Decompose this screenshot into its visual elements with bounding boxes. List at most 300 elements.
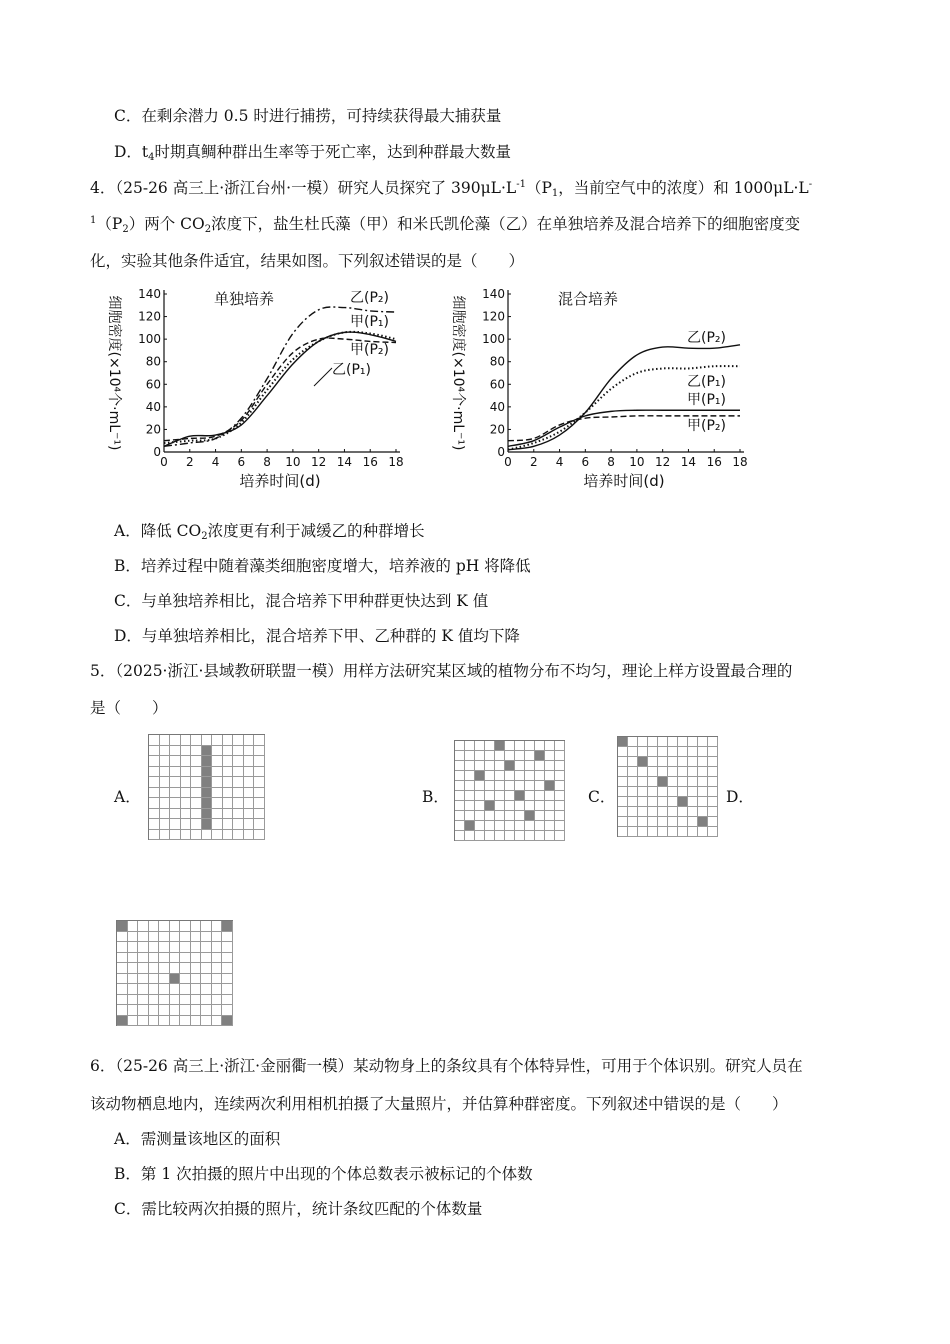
quadrat-cell (688, 807, 698, 817)
quadrat-cell (708, 797, 718, 807)
x-tick-label: 18 (732, 455, 748, 469)
quadrat-cell (170, 984, 181, 995)
q5-stem-line2: 是（ ） (90, 699, 168, 717)
quadrat-cell (455, 801, 465, 811)
quadrat-cell (181, 746, 192, 757)
q6-option-b: B．第 1 次拍摄的照片中出现的个体总数表示被标记的个体数 (114, 1165, 533, 1183)
quadrat-cell (223, 735, 234, 746)
quadrat-cell (138, 932, 149, 943)
quadrat-cell (708, 807, 718, 817)
quadrat-cell (628, 747, 638, 757)
quadrat-cell (170, 756, 181, 767)
x-tick-label: 16 (706, 455, 722, 469)
quadrat-cell (698, 777, 708, 787)
quadrat-cell (159, 1016, 170, 1027)
quadrat-cell (455, 791, 465, 801)
quadrat-cell-filled (202, 746, 213, 757)
quadrat-cell (149, 963, 160, 974)
q6-stem-line2: 该动物栖息地内，连续两次利用相机拍摄了大量照片，并估算种群密度。下列叙述中错误的是（ ） (90, 1095, 788, 1113)
quadrat-cell (222, 974, 233, 985)
quadrat-cell (678, 757, 688, 767)
quadrat-cell (201, 921, 212, 932)
quadrat-cell (455, 751, 465, 761)
quadrat-cell (191, 942, 202, 953)
quadrat-cell (485, 741, 495, 751)
quadrat-cell (160, 798, 171, 809)
quadrat-cell (535, 761, 545, 771)
quadrat-cell (545, 831, 555, 841)
quadrat-cell (535, 821, 545, 831)
quadrat-cell (244, 798, 255, 809)
quadrat-grid-d (116, 920, 233, 1026)
quadrat-cell (170, 798, 181, 809)
q4-stem-line2: $^1(P_2)$两个 $CO_2$浓度下，盐生杜氏藻（甲）和米氏凯伦藻（乙）在单独培养及混合培养下的细胞密度变 (90, 215, 801, 235)
quadrat-cell-filled (202, 756, 213, 767)
quadrat-cell (254, 798, 265, 809)
quadrat-cell (455, 741, 465, 751)
quadrat-cell (505, 831, 515, 841)
quadrat-cell (149, 942, 160, 953)
quadrat-cell (149, 984, 160, 995)
q5-label-d: D． (726, 788, 754, 806)
quadrat-cell (525, 771, 535, 781)
quadrat-cell-filled (117, 921, 128, 932)
quadrat-cell (254, 830, 265, 841)
quadrat-cell (201, 984, 212, 995)
label-pointer (314, 368, 332, 386)
quadrat-cell (170, 921, 181, 932)
x-tick-label: 6 (581, 455, 590, 469)
quadrat-cell (117, 984, 128, 995)
q6-option-c: C．需比较两次拍摄的照片，统计条纹匹配的个体数量 (114, 1200, 483, 1218)
quadrat-cell (545, 821, 555, 831)
quadrat-cell (648, 747, 658, 757)
quadrat-cell (149, 798, 160, 809)
quadrat-cell (618, 817, 628, 827)
quadrat-cell (149, 921, 160, 932)
quadrat-cell (638, 797, 648, 807)
quadrat-cell (212, 974, 223, 985)
series-label: 甲(P₂) (687, 418, 726, 434)
quadrat-cell (678, 817, 688, 827)
x-tick-label: 14 (680, 455, 697, 469)
x-tick-label: 0 (504, 455, 512, 469)
quadrat-cell (191, 819, 202, 830)
quadrat-cell (170, 1005, 181, 1016)
quadrat-cell (475, 821, 485, 831)
x-tick-label: 18 (388, 455, 404, 469)
quadrat-cell (515, 771, 525, 781)
quadrat-cell (708, 787, 718, 797)
quadrat-cell (159, 974, 170, 985)
series-label: 甲(P₂) (350, 342, 389, 358)
quadrat-cell (254, 777, 265, 788)
quadrat-cell (475, 791, 485, 801)
quadrat-cell-filled (485, 801, 495, 811)
quadrat-cell (244, 735, 255, 746)
quadrat-cell (678, 777, 688, 787)
quadrat-cell (455, 771, 465, 781)
quadrat-cell (180, 921, 191, 932)
y-tick-label: 0 (497, 445, 505, 459)
quadrat-cell (525, 801, 535, 811)
quadrat-cell (678, 747, 688, 757)
quadrat-cell (535, 811, 545, 821)
x-tick-label: 8 (607, 455, 615, 469)
series-label: 乙(P₂) (350, 290, 389, 306)
series-label: 乙(P₁) (332, 362, 371, 378)
quadrat-cell (212, 798, 223, 809)
quadrat-cell (525, 781, 535, 791)
quadrat-cell (495, 751, 505, 761)
quadrat-cell-filled (202, 777, 213, 788)
quadrat-cell (535, 831, 545, 841)
quadrat-cell (688, 777, 698, 787)
quadrat-cell (555, 801, 565, 811)
quadrat-cell (515, 741, 525, 751)
quadrat-cell (628, 737, 638, 747)
q3-option-d: D．$t_4$时期真鲷种群出生率等于死亡率，达到种群最大数量 (114, 143, 512, 163)
x-tick-label: 14 (336, 455, 353, 469)
x-tick-label: 16 (362, 455, 378, 469)
quadrat-cell (495, 781, 505, 791)
quadrat-cell (485, 751, 495, 761)
quadrat-cell (191, 788, 202, 799)
quadrat-cell (138, 984, 149, 995)
quadrat-cell (138, 974, 149, 985)
quadrat-cell (648, 767, 658, 777)
quadrat-grid-c (617, 736, 718, 837)
quadrat-cell (149, 1005, 160, 1016)
quadrat-cell (191, 756, 202, 767)
quadrat-cell (170, 767, 181, 778)
quadrat-cell (254, 767, 265, 778)
quadrat-cell (181, 788, 192, 799)
quadrat-cell (658, 737, 668, 747)
quadrat-cell (191, 830, 202, 841)
quadrat-cell-filled (465, 821, 475, 831)
quadrat-cell (223, 819, 234, 830)
quadrat-cell (505, 751, 515, 761)
quadrat-cell (191, 798, 202, 809)
quadrat-cell (244, 830, 255, 841)
q3-option-c: C．在剩余潜力 0.5 时进行捕捞，可持续获得最大捕获量 (114, 107, 502, 125)
quadrat-cell (128, 932, 139, 943)
quadrat-cell (191, 921, 202, 932)
quadrat-cell (159, 1005, 170, 1016)
x-tick-label: 10 (285, 455, 301, 469)
quadrat-cell (555, 811, 565, 821)
quadrat-cell (233, 798, 244, 809)
quadrat-cell (117, 963, 128, 974)
quadrat-cell (191, 1005, 202, 1016)
quadrat-cell (535, 741, 545, 751)
x-tick-label: 0 (160, 455, 168, 469)
series-label: 乙(P₁) (687, 374, 726, 390)
quadrat-cell (191, 809, 202, 820)
quadrat-cell (149, 1016, 160, 1027)
quadrat-cell (648, 777, 658, 787)
quadrat-cell (505, 811, 515, 821)
quadrat-cell (149, 995, 160, 1006)
q4-option-c: C．与单独培养相比，混合培养下甲种群更快达到 K 值 (114, 592, 489, 610)
quadrat-cell (191, 1016, 202, 1027)
quadrat-cell (545, 761, 555, 771)
quadrat-cell (698, 757, 708, 767)
quadrat-cell (535, 801, 545, 811)
quadrat-cell (515, 781, 525, 791)
quadrat-cell (181, 767, 192, 778)
x-axis-label: 培养时间(d) (583, 472, 665, 490)
quadrat-cell (212, 819, 223, 830)
quadrat-cell (180, 995, 191, 1006)
y-tick-label: 140 (138, 287, 161, 301)
x-tick-label: 10 (629, 455, 645, 469)
quadrat-cell (708, 767, 718, 777)
quadrat-cell-filled (117, 1016, 128, 1027)
quadrat-cell (181, 809, 192, 820)
quadrat-cell (170, 819, 181, 830)
quadrat-cell (555, 771, 565, 781)
quadrat-cell (212, 1005, 223, 1016)
quadrat-cell (495, 811, 505, 821)
quadrat-cell (117, 995, 128, 1006)
quadrat-cell (212, 809, 223, 820)
quadrat-cell (180, 984, 191, 995)
quadrat-cell (668, 827, 678, 837)
quadrat-cell (117, 942, 128, 953)
quadrat-cell (212, 830, 223, 841)
chart-mixed-culture (432, 282, 762, 494)
quadrat-cell (181, 777, 192, 788)
quadrat-cell (191, 777, 202, 788)
quadrat-cell (678, 827, 688, 837)
quadrat-cell (628, 757, 638, 767)
quadrat-cell (201, 995, 212, 1006)
y-tick-label: 0 (153, 445, 161, 459)
quadrat-cell (708, 737, 718, 747)
quadrat-cell (648, 787, 658, 797)
quadrat-cell (628, 787, 638, 797)
quadrat-cell (475, 751, 485, 761)
quadrat-cell (160, 746, 171, 757)
quadrat-cell (628, 767, 638, 777)
quadrat-cell (698, 787, 708, 797)
quadrat-cell (212, 746, 223, 757)
quadrat-cell (475, 831, 485, 841)
quadrat-cell (201, 953, 212, 964)
quadrat-cell (160, 767, 171, 778)
quadrat-cell (485, 761, 495, 771)
quadrat-cell (149, 777, 160, 788)
y-tick-label: 80 (145, 354, 161, 369)
quadrat-cell (181, 830, 192, 841)
quadrat-cell (212, 984, 223, 995)
quadrat-cell (149, 974, 160, 985)
quadrat-cell (555, 831, 565, 841)
quadrat-cell (233, 756, 244, 767)
quadrat-cell (201, 1005, 212, 1016)
quadrat-cell (128, 942, 139, 953)
quadrat-cell (525, 751, 535, 761)
quadrat-cell (201, 963, 212, 974)
quadrat-cell (138, 963, 149, 974)
quadrat-cell (475, 781, 485, 791)
quadrat-cell (222, 942, 233, 953)
quadrat-cell (212, 767, 223, 778)
quadrat-cell-filled (202, 767, 213, 778)
quadrat-cell (698, 737, 708, 747)
quadrat-cell (222, 984, 233, 995)
quadrat-cell (128, 963, 139, 974)
quadrat-cell (160, 819, 171, 830)
quadrat-cell (485, 781, 495, 791)
quadrat-cell (485, 821, 495, 831)
quadrat-cell (648, 827, 658, 837)
quadrat-cell (233, 819, 244, 830)
quadrat-cell (201, 932, 212, 943)
quadrat-cell (465, 741, 475, 751)
quadrat-cell (708, 817, 718, 827)
quadrat-cell (555, 821, 565, 831)
quadrat-cell (160, 756, 171, 767)
x-tick-label: 2 (185, 455, 194, 469)
quadrat-cell-filled (222, 921, 233, 932)
x-tick-label: 6 (237, 455, 246, 469)
quadrat-cell-filled (505, 761, 515, 771)
q4-option-b: B．培养过程中随着藻类细胞密度增大，培养液的 pH 将降低 (114, 557, 531, 575)
quadrat-cell (455, 831, 465, 841)
quadrat-cell (128, 995, 139, 1006)
quadrat-cell (159, 995, 170, 1006)
quadrat-cell (233, 746, 244, 757)
quadrat-cell (515, 811, 525, 821)
quadrat-cell (180, 974, 191, 985)
quadrat-cell (658, 827, 668, 837)
quadrat-cell (495, 821, 505, 831)
quadrat-cell (212, 953, 223, 964)
y-tick-label: 120 (482, 309, 505, 324)
quadrat-cell (485, 791, 495, 801)
quadrat-cell (658, 747, 668, 757)
y-tick-label: 40 (489, 399, 505, 414)
q4-option-d: D．与单独培养相比，混合培养下甲、乙种群的 K 值均下降 (114, 627, 520, 645)
quadrat-cell-filled (525, 811, 535, 821)
quadrat-cell (658, 797, 668, 807)
quadrat-cell (678, 787, 688, 797)
quadrat-cell (658, 767, 668, 777)
quadrat-cell (668, 817, 678, 827)
quadrat-cell (618, 767, 628, 777)
quadrat-cell (149, 735, 160, 746)
quadrat-cell (628, 777, 638, 787)
quadrat-cell-filled (475, 771, 485, 781)
quadrat-cell (495, 761, 505, 771)
quadrat-cell (170, 942, 181, 953)
quadrat-cell (180, 953, 191, 964)
y-tick-label: 120 (138, 309, 161, 324)
quadrat-cell (160, 830, 171, 841)
quadrat-cell (244, 788, 255, 799)
quadrat-cell (223, 830, 234, 841)
quadrat-cell (668, 797, 678, 807)
quadrat-cell (678, 807, 688, 817)
quadrat-cell-filled (698, 817, 708, 827)
quadrat-cell (233, 788, 244, 799)
quadrat-cell (254, 809, 265, 820)
quadrat-cell (191, 984, 202, 995)
quadrat-cell (678, 737, 688, 747)
y-tick-label: 140 (482, 287, 505, 301)
quadrat-cell (535, 781, 545, 791)
quadrat-cell (117, 953, 128, 964)
quadrat-cell (159, 963, 170, 974)
quadrat-cell (170, 788, 181, 799)
quadrat-cell (628, 797, 638, 807)
quadrat-cell (648, 797, 658, 807)
quadrat-cell (668, 737, 678, 747)
quadrat-cell (505, 781, 515, 791)
quadrat-cell (254, 735, 265, 746)
quadrat-cell (648, 757, 658, 767)
quadrat-cell (159, 984, 170, 995)
series-label: 甲(P₁) (350, 314, 389, 330)
quadrat-cell (648, 807, 658, 817)
quadrat-cell (191, 746, 202, 757)
quadrat-cell (708, 777, 718, 787)
quadrat-cell (618, 757, 628, 767)
y-tick-label: 60 (489, 377, 505, 392)
quadrat-cell (138, 942, 149, 953)
quadrat-cell (668, 747, 678, 757)
chart-title: 混合培养 (557, 290, 619, 308)
quadrat-cell (233, 767, 244, 778)
quadrat-cell (244, 819, 255, 830)
quadrat-cell (222, 1005, 233, 1016)
quadrat-cell (180, 1005, 191, 1016)
quadrat-cell (495, 801, 505, 811)
quadrat-cell (628, 827, 638, 837)
quadrat-cell-filled (170, 974, 181, 985)
q5-label-a: A． (114, 788, 141, 806)
quadrat-cell (138, 995, 149, 1006)
quadrat-cell (535, 791, 545, 801)
quadrat-cell (638, 807, 648, 817)
y-tick-label: 100 (482, 332, 505, 347)
quadrat-cell (212, 1016, 223, 1027)
quadrat-cell (658, 807, 668, 817)
quadrat-cell (495, 791, 505, 801)
quadrat-cell (223, 777, 234, 788)
quadrat-cell (455, 811, 465, 821)
quadrat-cell (465, 801, 475, 811)
quadrat-cell (668, 767, 678, 777)
quadrat-cell (191, 974, 202, 985)
quadrat-cell (160, 735, 171, 746)
quadrat-cell (465, 781, 475, 791)
quadrat-cell (170, 953, 181, 964)
quadrat-cell (201, 1016, 212, 1027)
y-axis-label: 细胞密度(×10⁴个·mL⁻¹) (106, 295, 122, 451)
quadrat-cell (244, 767, 255, 778)
quadrat-cell (668, 777, 678, 787)
quadrat-cell (515, 761, 525, 771)
quadrat-cell (149, 756, 160, 767)
quadrat-cell (455, 821, 465, 831)
quadrat-cell (515, 821, 525, 831)
quadrat-cell (233, 735, 244, 746)
quadrat-cell (233, 777, 244, 788)
